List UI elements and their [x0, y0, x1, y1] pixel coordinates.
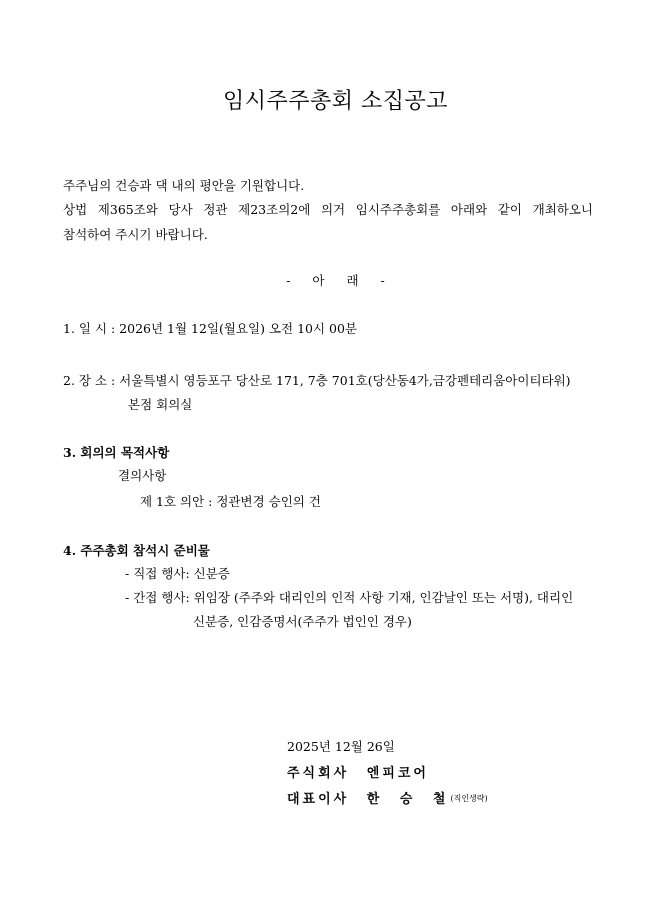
agenda-item-1: 제 1호 의안 : 정관변경 승인의 건 [140, 494, 321, 509]
ceo-name: 대표이사 한 승 철 [287, 792, 449, 807]
meeting-date: 1. 일 시 : 2026년 1월 12일(월요일) 오전 10시 00분 [63, 321, 358, 336]
intro-line-1: 주주님의 건승과 댁 내의 평안을 기원합니다. [63, 178, 305, 193]
notice-date: 2025년 12월 26일 [287, 739, 395, 754]
agenda-heading: 3. 회의의 목적사항 [63, 445, 170, 460]
agenda-subheading: 결의사항 [118, 468, 167, 483]
prep-direct: - 직접 행사: 신분증 [125, 566, 230, 581]
prep-indirect-line-2: 신분증, 인감증명서(주주가 법인인 경우) [193, 614, 412, 629]
prep-heading: 4. 주주총회 참석시 준비물 [63, 543, 210, 558]
meeting-room: 본점 회의실 [128, 397, 193, 412]
ceo-line [287, 788, 488, 807]
seal-omitted-note: (직인생략) [450, 794, 488, 803]
ar-heading: - 아 래 - [286, 273, 385, 288]
intro-line-3: 참석하여 주시기 바랍니다. [63, 227, 208, 242]
meeting-place: 2. 장 소 : 서울특별시 영등포구 당산로 171, 7층 701호(당산동4가,금강펜테리움아이티타워) [63, 373, 571, 388]
prep-indirect-line-1: - 간접 행사: 위임장 (주주와 대리인의 인적 사항 기재, 인감날인 또는 서명), 대리인 [125, 590, 574, 605]
company-name: 주식회사 엔피코어 [287, 766, 429, 781]
notice-title: 임시주주총회 소집공고 [222, 89, 448, 114]
intro-line-2: 상법 제365조와 당사 정관 제23조의2에 의거 임시주주총회를 아래와 같이 개최하오니 [63, 202, 593, 217]
